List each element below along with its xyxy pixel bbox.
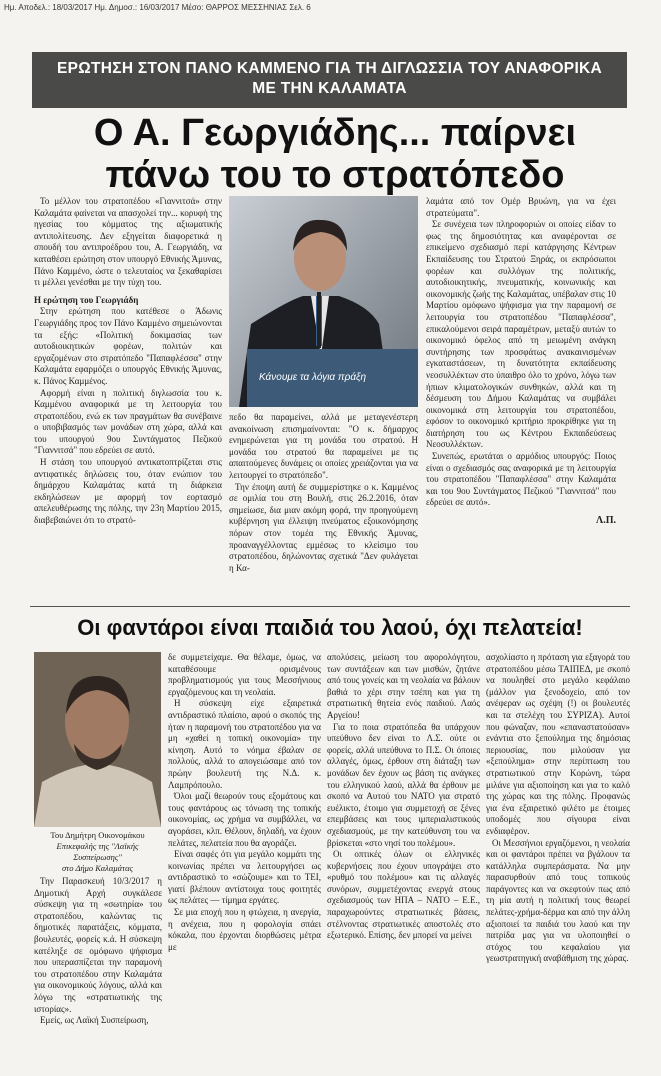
author-caption: [34, 830, 161, 874]
paragraph: δε συμμετείχαμε. Θα θέλαμε, όμως, να καταθέσουμε ορισμένους προβληματισμούς για τους Μεσσήνιους εργαζόμενους και τη νεολαία.: [168, 652, 321, 697]
article2-column-4: [486, 652, 630, 965]
paragraph: Αφορμή είναι η πολιτική διγλωσσία του κ. Καμμένου αναφορικά με τη λειτουργία του στρατοπέδου, ενώ εκ των πραγμάτων θα συνέβαινε ο υποβιβασμός των μονάδων στη χώρα, αλλά και του υπουργού 9ου Συντάγματος Πεζικού "Γιαννιτσά" που εδρεύει σε αυτό.: [34, 387, 222, 456]
paragraph: ασχολίαστο η πρόταση για εξαγορά του στρατοπέδου μέσω ΤΑΙΠΕΔ, με σκοπό να πουληθεί στο μεγάλο κεφάλαιο (μάλλον για ξενοδοχείο, από τον ανέφεραν ως σχέψη (!) οι βουλευτές και τα στελέχη του ΣΥΡΙΖΑ). Αυτοί που φώναζαν, που «επαναστατούσαν» ενάντια στο ξεπούλημα της δημόσιας περιουσίας, που μιλούσαν για «ξεπούλημα» στην περίπτωση του στρατιωτικού στην Κορώνη, τώρα μιλάνε για αξιοποίηση και για το καλό της χώρας και της πόλης. Προφανώς για ένα εξαιρετικό φιλέτο με έτοιμες υποδομές που σίγουρα είναι ενδιαφέρον.: [486, 652, 630, 836]
article1-column-2: [229, 412, 418, 574]
author-portrait-illustration: [34, 652, 161, 827]
second-headline: Οι φαντάροι είναι παιδιά του λαού, όχι πελατεία!: [77, 615, 583, 640]
paragraph: Στην ερώτηση που κατέθεσε ο Άδωνις Γεωργιάδης προς τον Πάνο Καμμένο σημειώνονται τα εξής: «Πολιτική δοκιμασίας των αυτοδιοικητικών φορέων, πολιτών και εργαζομένων στο στρατόπεδο "Παπαφλέσσα" στην Καλαμάτα εφαρμόζει ο υπουργός Εθνικής Άμυνας, κ. Πάνος Καμμένος.: [34, 306, 222, 386]
author-municipality: στο Δήμο Καλαμάτας: [61, 863, 133, 873]
author-name: Του Δημήτρη Οικονομάκου: [50, 830, 145, 840]
subheading: Η ερώτηση του Γεωργιάδη: [34, 294, 139, 305]
paragraph: Η στάση του υπουργού αντικατοπτρίζεται στις αντιφατικές δηλώσεις του, όταν ενώπιον του δημάρχου Καλαμάτας κατά τη διάρκεια εκδηλώσεων με αφορμή τον εορτασμό απελευθέρωσης της πόλης, την 23η Μαρτίου 2015, διαβεβαιώνει ότι το στρατό-: [34, 457, 222, 526]
article1-column-1: [34, 196, 222, 527]
paragraph: Είναι σαφές ότι για μεγάλο κομμάτι της κοινωνίας πρέπει να λειτουργήσει ως αντιδραστικό το «σώζουμε» και το ΤΕΙ, γιατί βλέπουν αντίστοιχα τους φοιτητές ως πελάτες — τίμημα εργάτες.: [168, 849, 321, 906]
podium-speaker-illustration: [229, 196, 418, 407]
paragraph: Την έποψη αυτή δε συμμερίστηκε ο κ. Καμμένος σε ομιλία του στη Βουλή, στις 26.2.2016, όταν σημείωσε, δια μιαν ακόμη φορά, την προηγούμενη κυβέρνηση για έλλειψη πνεύματος εξοικονόμησης πόρων στον τομέα της Εθνικής Άμυνας, προαναγγέλλοντας εμμέσως το κλείσιμο του στρατοπέδου, δηλώνοντας σχετικά "Δεν φυλάγεται η Κα-: [229, 481, 418, 573]
headline-line-2: πάνω του το στρατόπεδο: [105, 154, 565, 196]
article1-column-3: [426, 196, 616, 527]
kicker-line-1: ΕΡΩΤΗΣΗ ΣΤΟΝ ΠΑΝΟ ΚΑΜΜΕΝΟ ΓΙΑ ΤΗ ΔΙΓΛΩΣΣΙΑ ΤΟΥ ΑΝΑΦΟΡΙΚΑ: [56, 60, 603, 77]
article2-column-3: [327, 652, 480, 942]
paragraph: πεδο θα παραμείνει, αλλά με μεταγενέστερη ανακοίνωση επισημαίνονται: "Ο κ. δήμαρχος ενημερώνεται για τη μονάδα του στρατού. Η μονάδα του στρατού θα παραμείνει με τις απαιτούμενες δυνάμεις οι οποίες χρειάζονται για να λειτουργεί το στρατόπεδο".: [229, 412, 418, 480]
politician-photo: [229, 196, 418, 407]
paragraph: απολύσεις, μείωση του αφορολόγητου, των συντάξεων και των μισθών, ζητάνε από τους γονείς και τη νεολαία να βάλουν βαθιά το χέρι στην τσέπη και για τη στρατιωτική θητεία ενός παιδιού. Λαός Αργείου!: [327, 652, 480, 720]
paragraph: Οι οπτικές όλων οι ελληνικές κυβερνήσεις που έχουν υπογράψει στο «ρυθμό του πολέμου» και τις αλλαγές συνόρων, συμμετέχοντας ενεργά στους σχεδιασμούς των ΗΠΑ – ΝΑΤΟ – Ε.Ε., παραχωρούντες στρατιωτικές βάσεις, στέλνοντας στρατιωτικές αποστολές στο εξωτερικό. Επίσης, δεν μπορεί να μείνει: [327, 849, 480, 941]
paragraph: Την Παρασκευή 10/3/2017 η Δημοτική Αρχή συγκάλεσε σύσκεψη για τη «σωτηρία» του στρατοπέδου, καλώντας τις δημοτικές παρατάξεις, κόμματα, βουλευτές, φορείς κ.ά. Η σύσκεψη κατέληξε σε ομόφωνο ψήφισμα που υπερασπίζεται την παραμονή του στρατοπέδου στην Καλαμάτα για οικονομικούς λόγους, αλλά και λόγω της «στρατιωτικής της ιστορίας».: [34, 876, 162, 1014]
paragraph: Για το ποια στρατόπεδα θα υπάρχουν υπεύθυνο δεν είναι το Λ.Σ. ούτε οι φορείς, αλλά υπεύθυνα το Π.Σ. Οι όποιες αλλαγές, όμως, έρθουν στη διάταξη των μονάδων δεν έχουν ως βάση τις ανάγκες του ελληνικού λαού, αλλά θα έρθουν με σκοπό να Αυτού του ΝΑΤΟ για στρατό ευέλικτο, έτοιμο για συμμετοχή σε ξένες επεμβάσεις και τους ιμπεριαλιστικούς σχεδιασμούς, με την κατεύθυνση του να βρίσκεται «στο νησί του πολέμου».: [327, 721, 480, 848]
paragraph: Σε μια εποχή που η φτώχεια, η ανεργία, η ανέχεια, που η φορολογία σπάει κόκαλα, που έρχονται διορθώσεις μέτρα με: [168, 907, 321, 952]
headline-line-1: Ο Α. Γεωργιάδης... παίρνει: [93, 112, 577, 154]
main-headline: [40, 112, 630, 196]
paragraph: Συνεπώς, ερωτάται ο αρμόδιος υπουργός: Ποιος είναι ο σχεδιασμός σας αναφορικά με τη λειτουργία του στρατοπέδου "Παπαφλέσσα" στην Καλαμάτα και του 9ου Συντάγματος Πεζικού "Γιαννιτσά" που εδρεύει σε αυτό».: [426, 451, 616, 508]
article2-column-1: [34, 876, 162, 1027]
paragraph: Οι Μεσσήνιοι εργαζόμενοι, η νεολαία και οι φαντάροι πρέπει να βγάλουν τα κατάλληλα συμπεράσματα. Να μην παρασυρθούν από τους τοπικούς παράγοντες και να σκεφτούν πως από τη μία αυτή η πολιτική τους θεωρεί πελάτες-χρήμα-δέρμα και από την άλλη αξιοποιεί τα παιδιά του λαού και την πατρίδα μας για να υλοποιηθεί ο στόχος του κεφαλαίου για γεωστρατηγική αναβάθμιση της χώρας.: [486, 837, 630, 964]
kicker-line-2: ΜΕ ΤΗΝ ΚΑΛΑΜΑΤΑ: [252, 80, 407, 97]
author-photo: [34, 652, 161, 827]
kicker-banner: [32, 52, 627, 108]
paragraph: Το μέλλον του στρατοπέδου «Γιαννιτσά» στην Καλαμάτα φαίνεται να απασχολεί την... κορυφή της ηγεσίας του κόμματος της αξιωματικής αντιπολίτευσης. Δεν εξηγείται διαφορετικά η σπουδή του αντιπροέδρου του, Α. Γεωργιάδη, να καταθέσει ερώτηση στον υπουργό Εθνικής Άμυνας, Πάνο Καμμένο, ώστε ο τελευταίος να ξεκαθαρίσει τι μέλλει γενέσθαι με την τύχη του.: [34, 196, 222, 288]
paragraph: Όλοι μαζί θεωρούν τους εξομάτους και τους φαντάρους ως τόνωση της τοπικής οικονομίας, ως χρήμα να συμβάλλει, να αγοράσει, κλπ. Θέλουν, δηλαδή, να έχουν πελάτες, πελατεία που θα αγοράζει.: [168, 791, 321, 848]
paragraph: Σε συνέχεια των πληροφοριών οι οποίες είδαν το φως της δημοσιότητας και αναφέρονται σε επικείμενο σχεδιασμό περί κατάργησης Κέντρων Εκπαίδευσης του Στρατού Ξηράς, οι εκπρόσωποι φορέων και συλλόγων της πολιτικής, αυτοδιοικητικής, πνευματικής, κοινωνικής και οικονομικής ζωής της Καλαμάτας, υπέβαλαν στις 10 Μαρτίου ομόφωνο ψήφισμα για την παραμονή σε λειτουργία του στρατοπέδου "Παπαφλέσσα", επικαλούμενοι σειρά παραμέτρων, μεταξύ αυτών το οικονομικό όφελος από τη μειωμένη ανάγκη συντήρησης των προσφάτως ανακαινισμένων εγκαταστάσεων, τη δυνατότητα εκπαίδευσης νεοσυλλέκτων στο ύπαιθρο όλο το χρόνο, λόγω των ήπιων κλιματολογικών συνθηκών, αλλά και τη δέσμευση του Δήμου Καλαμάτας να συμβάλει οικονομικά στη λειτουργία του στρατοπέδου, εφόσον το οικονομικό κριτήριο προκρίθηκε για τη διατήρηση του ως Κέντρου Εκπαιδεύσεως Νεοσυλλέκτων.: [426, 219, 616, 450]
paragraph: Εμείς, ως Λαϊκή Συσπείρωση,: [40, 1015, 149, 1026]
podium-slogan: Κάνουμε τα λόγια πράξη: [259, 372, 367, 383]
paragraph: Η σύσκεψη είχε εξαιρετικά αντιδραστικό πλαίσιο, αφού ο σκοπός της ήταν η παραμονή του στρατοπέδου για να μη «χαθεί η τοπική οικονομία» την κίνηση. Αυτό το νόημα έβαλαν σε πολλούς, αλλά το απογειώσαμε από τον πρώην βουλευτή της Ν.Δ. κ. Λαμπρόπουλο.: [168, 698, 321, 790]
author-role: Επικεφαλής της "Λαϊκής Συσπείρωσης": [56, 841, 139, 862]
section-divider: [30, 606, 630, 607]
clipping-metadata: Ημ. Αποδελ.: 18/03/2017 Ημ. Δημοσ.: 16/03/2017 Μέσο: ΘΑΡΡΟΣ ΜΕΣΣΗΝΙΑΣ Σελ. 6: [4, 3, 311, 12]
article2-column-2: [168, 652, 321, 953]
paragraph: λαμάτα από τον Ομέρ Βρυώνη, για να έχει στρατεύματα".: [426, 196, 616, 218]
author-initials: Λ.Π.: [596, 515, 616, 527]
